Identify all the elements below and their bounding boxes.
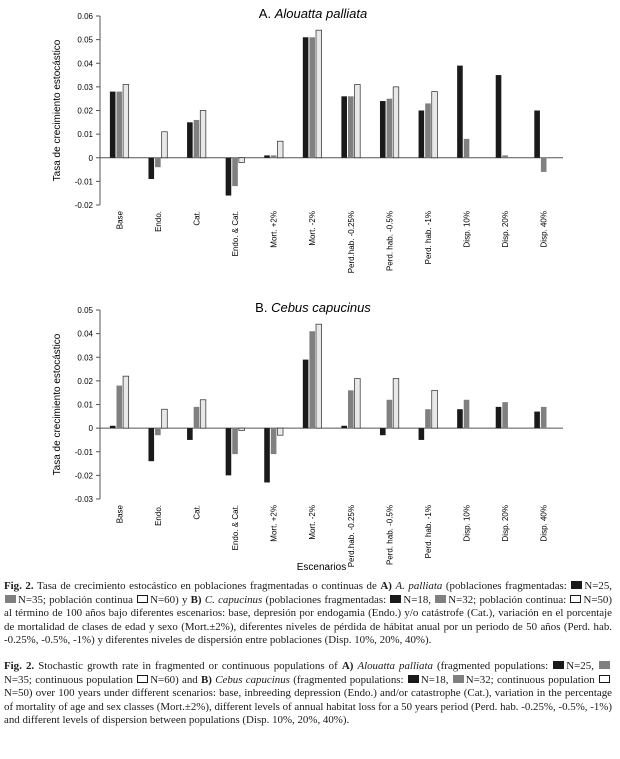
caption-english xyxy=(4,660,612,728)
chart-b-bar-n32 xyxy=(155,428,161,435)
chart-a-category-label: Disp. 10% xyxy=(462,211,472,248)
chart-a-bar-n25 xyxy=(534,111,540,158)
chart-a-bar-n60 xyxy=(239,158,245,163)
chart-a-y-tick-label: 0.02 xyxy=(77,106,93,116)
caption-en-n32: N=32; continuous population xyxy=(465,673,598,686)
chart-a-bar-n60 xyxy=(355,85,361,158)
caption-en-n50: N=50) over 100 years under different scenarios: base, inbreeding depression (Endo.) and/or catastrophe (Cat.), variation in the percentage of mortality of age and sex classes (Mort.±2%), different levels of annual habitat loss for a 50 years period (Perd. hab. -0.25%, -0.5%, -1%) and different levels of dispersion between populations (Disp. 10%, 20%, 40%). xyxy=(4,687,612,727)
legend-swatch-white xyxy=(137,595,148,603)
chart-a-category-label: Perd. hab. -1% xyxy=(423,211,433,265)
chart-a-bar-n60 xyxy=(277,141,283,158)
caption-spanish xyxy=(4,580,612,648)
caption-es-n60: N=60) y xyxy=(150,593,191,606)
chart-a-category-label: Perd.hab. -0.25% xyxy=(346,211,356,274)
caption-es-letter-b: B) xyxy=(190,593,202,606)
caption-es-species-b: C. capucinus xyxy=(204,593,263,606)
chart-b-bar-n18 xyxy=(534,412,540,429)
chart-a-y-label: Tasa de crecimiento estocástico xyxy=(52,39,63,182)
caption-en-text-1: Stochastic growth rate in fragmented or continuous populations of xyxy=(34,660,342,672)
chart-a-bar-n35 xyxy=(232,158,238,186)
caption-en-letter-a: A) xyxy=(341,660,354,672)
chart-b-y-tick-label: 0.01 xyxy=(77,400,93,410)
caption-en-species-a: Alouatta palliata xyxy=(357,660,433,672)
caption-es-n32: N=32; población continua: xyxy=(448,593,570,606)
chart-a-bar-n35 xyxy=(309,37,315,157)
chart-b xyxy=(52,300,563,573)
chart-b-category-label: Mort. +2% xyxy=(269,505,279,542)
chart-b-bar-n32 xyxy=(116,386,122,429)
chart-b-bar-n32 xyxy=(541,407,547,428)
caption-en-species-b: Cebus capucinus xyxy=(215,673,290,686)
chart-a-title xyxy=(259,6,367,21)
chart-a-bar-n35 xyxy=(425,103,431,157)
chart-a-bar-n25 xyxy=(380,101,386,158)
caption-en-n25: N=25, xyxy=(566,660,599,672)
chart-a-bar-n35 xyxy=(194,120,200,158)
chart-a-category-label: Mort. +2% xyxy=(269,211,279,248)
chart-b-y-tick-label: 0.03 xyxy=(77,353,93,363)
legend-swatch-black xyxy=(553,661,564,669)
chart-a-bar-n25 xyxy=(419,111,425,158)
caption-es-n50: N=50) al término de 100 años bajo diferentes escenarios: base, depresión por endogamia (Endo.) y/o catástrofe (Cat.), variación en el porcentaje de mortalidad de clases de edad y sexo (Mort.±2%), diferentes niveles de pérdida de hábitat anual por un periodo de 50 años (Perd. hab. -0.25%, -0.5%, -1%) y diferentes niveles de dispersión entre poblaciones (Disp. 10%, 20%, 40%). xyxy=(4,593,612,647)
chart-a-bar-n25 xyxy=(148,158,154,179)
chart-b-bar-n18 xyxy=(148,428,154,461)
legend-swatch-white xyxy=(599,675,610,683)
chart-b-bar-n50 xyxy=(432,390,438,428)
chart-b-bar-n50 xyxy=(200,400,206,428)
chart-b-bar-n18 xyxy=(457,409,463,428)
chart-a-category-label: Endo. & Cat. xyxy=(231,211,241,257)
chart-b-y-tick-label: 0.02 xyxy=(77,376,93,386)
chart-a-y-tick-label: 0.01 xyxy=(77,130,93,140)
chart-b-category-label: Cat. xyxy=(192,505,202,520)
chart-a-category-label: Disp. 40% xyxy=(539,211,549,248)
chart-b-category-label: Mort. -2% xyxy=(308,505,318,540)
chart-a-bar-n35 xyxy=(387,99,393,158)
chart-b-bar-n32 xyxy=(271,428,277,454)
chart-a-bar-n35 xyxy=(155,158,161,167)
chart-b-category-label: Perd. hab. -0.5% xyxy=(385,505,395,566)
chart-b-bar-n50 xyxy=(162,409,168,428)
chart-a-bar-n25 xyxy=(226,158,232,196)
chart-b-bar-n50 xyxy=(316,324,322,428)
chart-b-bar-n32 xyxy=(425,409,431,428)
chart-a-y-tick-label: 0.06 xyxy=(77,12,93,21)
caption-es-text-1: Tasa de crecimiento estocástico en poblaciones fragmentadas o continuas de xyxy=(33,580,381,592)
chart-a-bar-n25 xyxy=(496,75,502,158)
chart-b-bar-n50 xyxy=(239,428,245,430)
chart-b-y-tick-label: -0.02 xyxy=(74,471,93,481)
chart-a-bar-n35 xyxy=(464,139,470,158)
chart-a xyxy=(52,6,563,273)
chart-b-bar-n50 xyxy=(355,379,361,429)
chart-b-bar-n18 xyxy=(303,360,309,429)
chart-b-category-label: Disp. 10% xyxy=(462,505,472,542)
chart-a-y-tick-label: -0.02 xyxy=(74,201,93,210)
chart-b-bar-n50 xyxy=(277,428,283,435)
caption-es-letter-a: A) xyxy=(380,580,392,592)
legend-swatch-gray xyxy=(435,595,446,603)
chart-b-category-label: Endo. xyxy=(153,505,163,526)
chart-b-y-label: Tasa de crecimiento estocástico xyxy=(52,333,63,476)
legend-swatch-white xyxy=(570,595,581,603)
chart-b-bar-n18 xyxy=(187,428,193,440)
chart-a-category-label: Endo. xyxy=(153,211,163,232)
chart-b-bar-n32 xyxy=(194,407,200,428)
chart-b-bar-n50 xyxy=(393,379,399,429)
chart-b-bar-n32 xyxy=(348,390,354,428)
chart-a-bar-n35 xyxy=(348,96,354,157)
chart-a-bar-n35 xyxy=(502,155,508,157)
chart-b-bar-n18 xyxy=(341,426,347,428)
chart-a-bar-n25 xyxy=(457,66,463,158)
caption-en-n18: N=18, xyxy=(420,673,452,686)
chart-b-bar-n32 xyxy=(232,428,238,454)
legend-swatch-gray xyxy=(599,661,610,669)
legend-swatch-gray xyxy=(5,595,16,603)
chart-a-y-tick-label: 0 xyxy=(88,153,93,163)
chart-b-y-tick-label: 0 xyxy=(88,424,93,434)
chart-b-y-tick-label: 0.05 xyxy=(77,306,93,315)
chart-b-bar-n18 xyxy=(226,428,232,475)
chart-a-bar-n25 xyxy=(264,155,270,157)
caption-es-fig-label: Fig. 2. xyxy=(4,580,34,592)
chart-b-bar-n32 xyxy=(464,400,470,428)
chart-b-bar-n50 xyxy=(123,376,129,428)
caption-en-n35: N=35; continuous population xyxy=(4,673,137,686)
chart-b-category-label: Endo. & Cat. xyxy=(231,505,241,551)
legend-swatch-gray xyxy=(453,675,464,683)
chart-b-y-tick-label: -0.03 xyxy=(74,495,93,504)
legend-swatch-black xyxy=(390,595,401,603)
chart-b-category-label: Perd. hab. -1% xyxy=(423,505,433,559)
chart-b-bar-n18 xyxy=(264,428,270,482)
chart-a-bar-n35 xyxy=(271,155,277,157)
chart-a-category-label: Base xyxy=(115,211,125,230)
caption-es-n35: N=35; población continua xyxy=(18,593,137,606)
chart-a-y-tick-label: 0.05 xyxy=(77,35,93,45)
chart-a-bar-n25 xyxy=(110,92,116,158)
chart-a-category-label: Disp. 20% xyxy=(501,211,511,248)
chart-a-y-tick-label: -0.01 xyxy=(74,177,93,187)
caption-en-fig-label: Fig. 2. xyxy=(4,660,35,672)
caption-es-n25: N=25, xyxy=(584,580,612,592)
chart-b-x-label: Escenarios xyxy=(296,562,347,573)
chart-b-category-label: Base xyxy=(115,505,125,524)
chart-a-bar-n60 xyxy=(200,111,206,158)
chart-b-category-label: Disp. 20% xyxy=(501,505,511,542)
chart-a-category-label: Perd. hab. -0.5% xyxy=(385,211,395,272)
chart-b-title xyxy=(255,300,371,315)
caption-es-n18: N=18, xyxy=(403,593,435,606)
caption-es-species-a: A. palliata xyxy=(395,580,443,592)
chart-a-bar-n25 xyxy=(341,96,347,157)
chart-a-title-species: Alouatta palliata xyxy=(274,6,368,21)
caption-es-text-2: (poblaciones fragmentadas: xyxy=(442,580,571,592)
chart-a-category-label: Cat. xyxy=(192,211,202,226)
chart-b-bar-n18 xyxy=(496,407,502,428)
chart-b-y-tick-label: 0.04 xyxy=(77,329,93,339)
chart-b-bar-n18 xyxy=(110,426,116,428)
caption-en-text-2: (fragmented populations: xyxy=(432,660,553,672)
chart-a-bar-n60 xyxy=(123,85,129,158)
chart-a-bar-n35 xyxy=(116,92,122,158)
chart-b-bar-n32 xyxy=(309,331,315,428)
chart-a-bar-n25 xyxy=(303,37,309,157)
chart-b-bar-n32 xyxy=(387,400,393,428)
chart-b-title-species: Cebus capucinus xyxy=(271,300,371,315)
chart-b-title-letter: B. xyxy=(255,300,272,315)
chart-b-y-tick-label: -0.01 xyxy=(74,447,93,457)
caption-en-n60: N=60) and xyxy=(150,673,202,686)
chart-b-category-label: Perd.hab. -0.25% xyxy=(346,505,356,568)
legend-swatch-black xyxy=(571,581,582,589)
chart-a-bar-n60 xyxy=(316,30,322,158)
chart-a-title-letter: A. xyxy=(258,6,275,21)
caption-en-letter-b: B) xyxy=(201,673,212,686)
chart-b-bar-n32 xyxy=(502,402,508,428)
chart-a-y-tick-label: 0.03 xyxy=(77,82,93,92)
chart-a-y-tick-label: 0.04 xyxy=(77,59,93,69)
chart-a-bar-n60 xyxy=(162,132,168,158)
chart-b-bar-n18 xyxy=(419,428,425,440)
chart-a-category-label: Mort. -2% xyxy=(308,211,318,246)
legend-swatch-white xyxy=(137,675,148,683)
chart-a-bar-n60 xyxy=(432,92,438,158)
chart-b-category-label: Disp. 40% xyxy=(539,505,549,542)
legend-swatch-black xyxy=(408,675,419,683)
chart-a-bar-n25 xyxy=(187,122,193,157)
chart-a-bar-n60 xyxy=(393,87,399,158)
chart-b-bar-n18 xyxy=(380,428,386,435)
caption-en-text-3: (fragmented populations: xyxy=(289,673,407,686)
chart-a-bar-n35 xyxy=(541,158,547,172)
caption-es-text-3: (poblaciones fragmentadas: xyxy=(262,593,390,606)
